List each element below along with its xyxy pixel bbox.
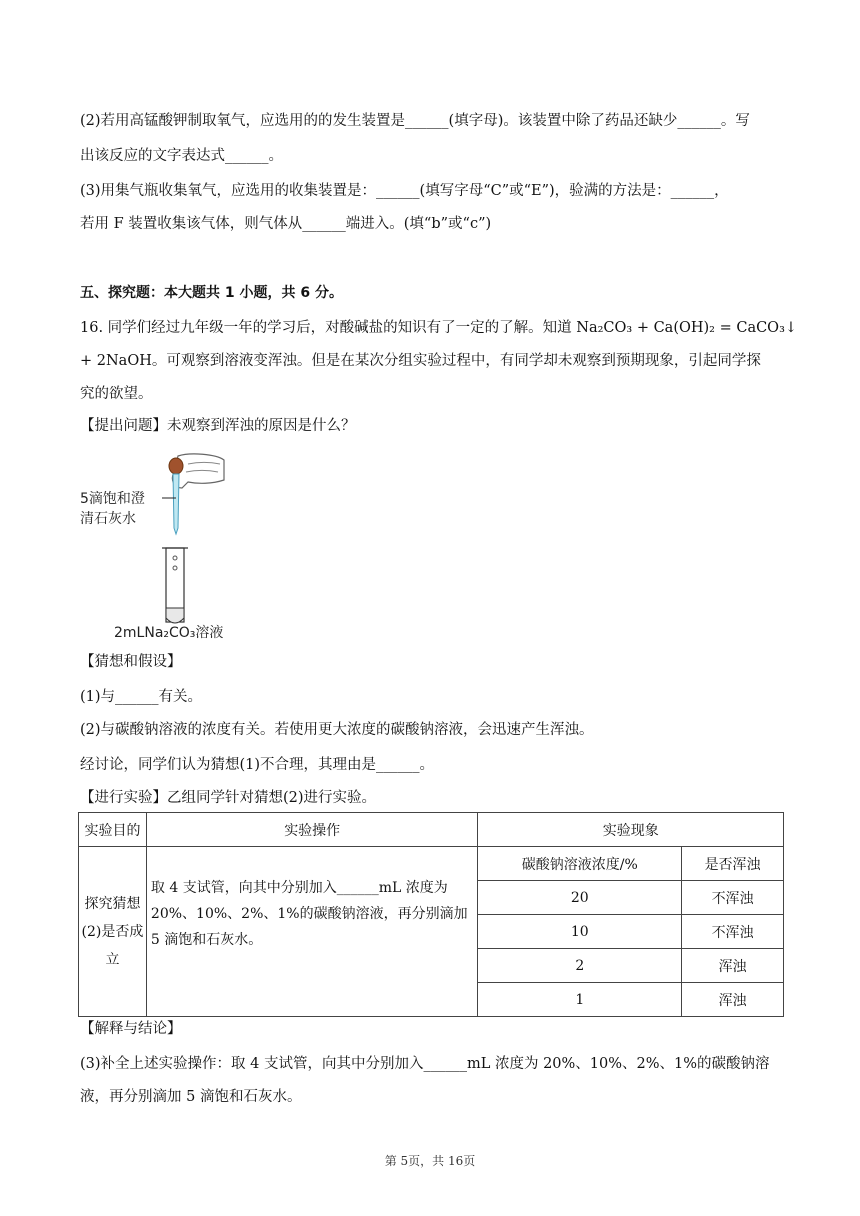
- header-phenomenon: 实验现象: [478, 813, 784, 847]
- dropper-label-line2: 清石灰水: [80, 511, 136, 527]
- explanation-title: 【解释与结论】: [80, 1021, 182, 1037]
- question-16-line3: 究的欲望。: [80, 386, 153, 402]
- purpose-cell: 探究猜想(2)是否成立: [79, 847, 147, 1017]
- table-header-row: [79, 813, 784, 847]
- dropper-label-line1: 5滴饱和澄: [80, 491, 145, 507]
- turbid-cell: 浑浊: [682, 983, 784, 1017]
- experiment-table: [78, 812, 784, 1017]
- question-15-part3-line2: 若用 F 装置收集该气体，则气体从______端进入。(填“b”或“c”): [80, 216, 492, 232]
- rubber-bulb: [169, 458, 183, 474]
- section-heading: 五、探究题：本大题共 1 小题，共 6 分。: [80, 285, 343, 301]
- subheader-turbid: 是否浑浊: [682, 847, 784, 881]
- hypothesis-title: 【猜想和假设】: [80, 654, 182, 670]
- question-15-part2-line2: 出该反应的文字表达式______。: [80, 148, 283, 164]
- page-footer: 第 5页，共 16页: [384, 1154, 476, 1168]
- turbid-cell: 不浑浊: [682, 881, 784, 915]
- hypothesis-2: (2)与碳酸钠溶液的浓度有关。若使用更大浓度的碳酸钠溶液，会迅速产生浑浊。: [80, 722, 594, 738]
- tube-label: 2mLNa₂CO₃溶液: [114, 625, 224, 641]
- concentration-cell: 2: [478, 949, 682, 983]
- conclusion-3-line2: 液，再分别滴加 5 滴饱和石灰水。: [80, 1089, 302, 1105]
- conclusion-3-line1: (3)补全上述实验操作：取 4 支试管，向其中分别加入______mL 浓度为 20%、10%、2%、1%的碳酸钠溶: [80, 1056, 770, 1072]
- dropper-and-test-tube-illustration: [78, 448, 238, 644]
- question-16-line1: 16. 同学们经过九年级一年的学习后，对酸碱盐的知识有了一定的了解。知道 Na₂CO₃ + Ca(OH)₂ = CaCO₃↓: [80, 320, 798, 336]
- header-operation: 实验操作: [146, 813, 478, 847]
- hypothesis-1: (1)与______有关。: [80, 689, 203, 705]
- question-15-part3-line1: (3)用集气瓶收集氧气，应选用的收集装置是：______(填写字母“C”或“E”)，验满的方法是：______，: [80, 183, 729, 199]
- experiment-title: 【进行实验】乙组同学针对猜想(2)进行实验。: [80, 790, 377, 806]
- subheader-concentration: 碳酸钠溶液浓度/%: [478, 847, 682, 881]
- operation-cell: 取 4 支试管，向其中分别加入______mL 浓度为 20%、10%、2%、1%的碳酸钠溶液，再分别滴加 5 滴饱和石灰水。: [146, 847, 478, 1017]
- concentration-cell: 1: [478, 983, 682, 1017]
- experiment-figure: [78, 448, 238, 644]
- question-15-part2-line1: (2)若用高锰酸钾制取氧气，应选用的的发生装置是______(填字母)。该装置中除了药品还缺少______。写: [80, 113, 750, 129]
- turbid-cell: 浑浊: [682, 949, 784, 983]
- question-prompt: 【提出问题】未观察到浑浊的原因是什么？: [80, 418, 356, 434]
- discussion-line: 经讨论，同学们认为猜想(1)不合理，其理由是______。: [80, 757, 435, 773]
- turbid-cell: 不浑浊: [682, 915, 784, 949]
- question-16-line2: + 2NaOH。可观察到溶液变浑浊。但是在某次分组实验过程中，有同学却未观察到预期现象，引起同学探: [80, 353, 761, 369]
- table-row: [79, 847, 784, 881]
- concentration-cell: 20: [478, 881, 682, 915]
- dropper-tube: [173, 474, 179, 534]
- header-purpose: 实验目的: [79, 813, 147, 847]
- concentration-cell: 10: [478, 915, 682, 949]
